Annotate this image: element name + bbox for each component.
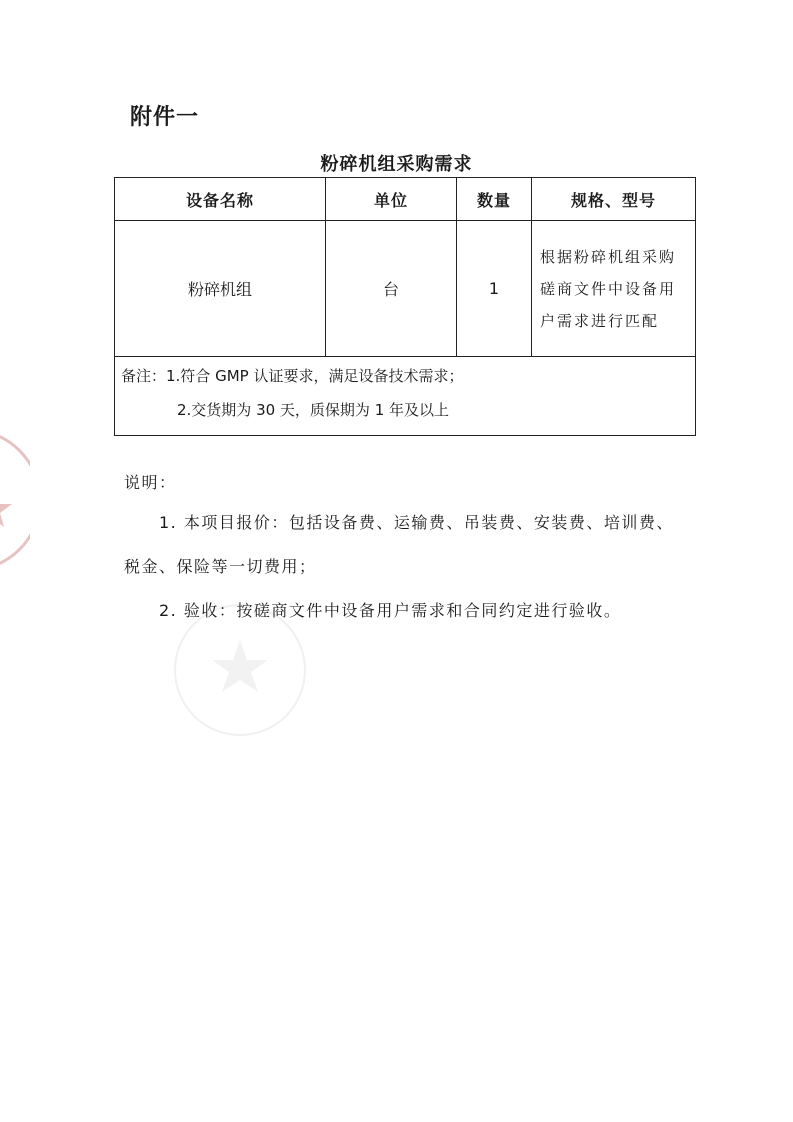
header-spec-model: 规格、型号 <box>532 178 696 221</box>
spec-line: 户需求进行匹配 <box>540 311 660 330</box>
explanation-item-1-line-1: 1. 本项目报价：包括设备费、运输费、吊装费、安装费、培训费、 <box>159 513 674 532</box>
header-unit: 单位 <box>326 178 457 221</box>
header-equipment-name: 设备名称 <box>115 178 326 221</box>
attachment-label: 附件一 <box>130 105 200 130</box>
explanation-section <box>124 465 704 633</box>
cell-equipment-name: 粉碎机组 <box>115 221 326 357</box>
cell-quantity: 1 <box>457 221 532 357</box>
spec-line: 磋商文件中设备用 <box>540 279 677 298</box>
header-quantity: 数量 <box>457 178 532 221</box>
explanation-item-1-line-2: 税金、保险等一切费用； <box>124 557 317 576</box>
document-title: 粉碎机组采购需求 <box>320 154 473 175</box>
explanation-item-2: 2. 验收：按磋商文件中设备用户需求和合同约定进行验收。 <box>159 601 622 620</box>
seal-stamp-fragment <box>0 420 30 580</box>
procurement-requirements-table <box>114 177 696 436</box>
cell-unit: 台 <box>326 221 457 357</box>
note-line-2: 2.交货期为 30 天，质保期为 1 年及以上 <box>177 401 450 419</box>
table-header-row <box>115 178 696 221</box>
notes-cell <box>115 357 696 436</box>
spec-line: 根据粉碎机组采购 <box>540 247 677 266</box>
cell-spec-model <box>532 221 696 357</box>
table-row <box>115 221 696 357</box>
table-notes-row <box>115 357 696 436</box>
note-line-1: 备注：1.符合 GMP 认证要求，满足设备技术需求； <box>121 367 464 385</box>
explanation-heading: 说明： <box>124 473 177 492</box>
